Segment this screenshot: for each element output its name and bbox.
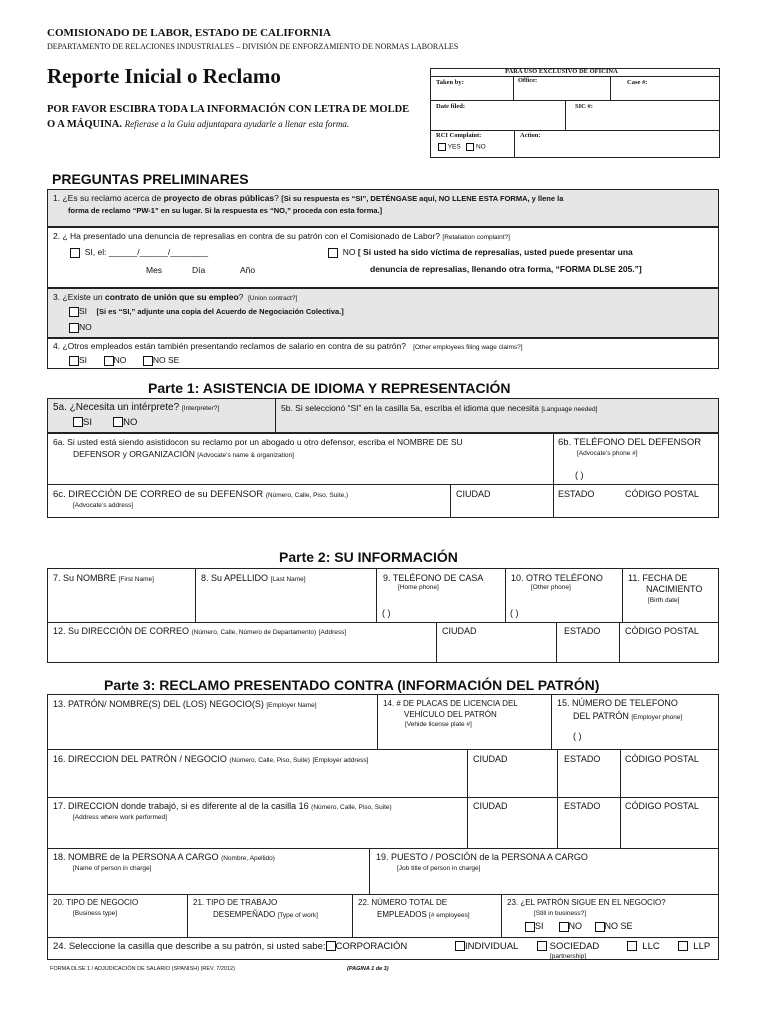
f18-label: 18. NOMBRE de la PERSONA A CARGO (Nombre, Apellido)	[53, 852, 275, 862]
f6c-label: 6c. DIRECCIÓN DE CORREO de su DEFENSOR (Número, Calle, Piso, Suite,)	[53, 489, 349, 500]
f13-label: 13. PATRÓN/ NOMBRE(S) DEL (LOS) NEGOCIO(S) [Employer Name]	[53, 699, 317, 709]
f5a-no-checkbox[interactable]	[113, 417, 123, 427]
rci-label: RCI Complaint:	[436, 132, 482, 139]
date-filed-label: Date filed:	[436, 103, 466, 110]
f21-label: 21. TIPO DE TRABAJO	[193, 898, 278, 907]
q1-text: 1. ¿Es su reclamo acerca de proyecto de obras públicas? [Si su respuesta es “SI”, DETÉNGASE aquí, NO LLENE ESTA FORMA, y llene la	[53, 193, 564, 203]
f20-en: [Business type]	[73, 910, 118, 917]
office-label: Office:	[518, 77, 538, 84]
f17-ciudad: CIUDAD	[473, 801, 508, 811]
f24-row: 24. Seleccione la casilla que describe a su patrón, si usted sabe: CORPORACIÓN	[53, 941, 408, 952]
f17-estado: ESTADO	[564, 801, 601, 811]
partnership-en: [partnership]	[550, 953, 587, 960]
f16-label: 16. DIRECCION DEL PATRÓN / NEGOCIO (Número, Calle, Piso, Suite) [Employer address]	[53, 754, 369, 764]
f9-paren: ( )	[382, 608, 391, 618]
f14-label: 14. # DE PLACAS DE LICENCIA DEL	[383, 699, 518, 708]
rci-no-label: NO	[475, 143, 486, 151]
f6b-paren: ( )	[575, 470, 584, 480]
f6b-label: 6b. TELÉFONO DEL DEFENSOR	[558, 437, 702, 448]
indiv-row: INDIVIDUAL	[455, 941, 518, 952]
f5a-label: 5a. ¿Necesita un intérprete? [Interpreter?]	[53, 402, 220, 413]
f11-label-2: NACIMIENTO	[646, 584, 703, 594]
f22-label: 22. NÚMERO TOTAL DE	[358, 898, 448, 907]
q2-dia: Día	[192, 265, 206, 275]
instructions-italic: Refierase a la Guia adjuntapara ayudarle a llenar esta forma.	[124, 119, 350, 129]
f11-label: 11. FECHA DE	[628, 573, 688, 583]
q2-note-2: denuncia de represalias, llenando otra forma, “FORMA DLSE 205.”]	[370, 264, 642, 274]
q4-no-checkbox[interactable]	[104, 356, 114, 366]
f19-label: 19. PUESTO / POSCIÓN de la PERSONA A CARGO	[376, 852, 588, 862]
q2-no-row: NO [ Si usted ha sido víctima de represalias, usted puede presentar una	[328, 247, 633, 258]
rci-yes-label: YES	[447, 143, 461, 151]
part2-title: Parte 2: SU INFORMACIÓN	[279, 549, 458, 565]
f5a-si-checkbox[interactable]	[73, 417, 83, 427]
llc-checkbox[interactable]	[627, 941, 637, 951]
f6a-label: 6a. Si usted está siendo asistidocon su reclamo por un abogado u otro defensor, escriba el NOMBRE DE SU	[53, 437, 463, 447]
footer-page: (PAGINA 1 de 3)	[347, 966, 389, 972]
f11-en: [Birth date]	[648, 597, 680, 604]
part1-title: Parte 1: ASISTENCIA DE IDIOMA Y REPRESENTACIÓN	[148, 380, 511, 396]
sic-label: SIC #:	[575, 103, 593, 110]
prelim-title: PREGUNTAS PRELIMINARES	[52, 171, 249, 187]
f23-no-checkbox[interactable]	[559, 922, 569, 932]
f9-label: 9. TELÉFONO DE CASA	[383, 573, 484, 583]
f6c-ciudad: CIUDAD	[456, 489, 491, 499]
f10-label: 10. OTRO TELÉFONO	[511, 573, 603, 583]
q2-si-row: SI, el: ______/______/________	[70, 247, 208, 258]
f12-ciudad: CIUDAD	[442, 626, 477, 636]
f10-paren: ( )	[510, 608, 519, 618]
q3-si-checkbox[interactable]	[69, 307, 79, 317]
f5b-label: 5b. Si seleccionó “SI” en la casilla 5a, escriba el idioma que necesita [Language needed]	[281, 403, 598, 413]
f14-label-2: VEHÍCULO DEL PATRÓN	[404, 710, 497, 719]
case-label: Case #:	[627, 79, 648, 86]
f6c-postal: CÓDIGO POSTAL	[625, 489, 699, 499]
page-title: Reporte Inicial o Reclamo	[47, 64, 281, 88]
f18-en: [Name of person in charge]	[73, 865, 152, 872]
q4-text: 4. ¿Otros empleados están también presentando reclamos de salario en contra de su patrón? [Other employees filing wage claims?]	[53, 341, 523, 351]
f5a-options: SI NO	[73, 417, 137, 428]
f6c-en: [Advocate’s address]	[73, 502, 134, 509]
f21-label-2: DESEMPEÑADO [Type of work]	[213, 910, 318, 919]
office-use-title: PARA USO EXCLUSIVO DE OFICINA	[505, 68, 618, 75]
f8-label: 8. Su APELLIDO [Last Name]	[201, 573, 306, 583]
f14-en: [Vehide license plate #]	[405, 721, 472, 728]
q2-si-checkbox[interactable]	[70, 248, 80, 258]
f17-label: 17. DIRECCION donde trabajó, si es diferente al de la casilla 16 (Número, Calle, Piso, Suite)	[53, 801, 392, 811]
f7-label: 7. Su NOMBRE [First Name]	[53, 573, 154, 583]
f16-postal: CÓDIGO POSTAL	[625, 754, 699, 764]
q3-si-row: SI [Si es “SI,” adjunte una copia del Acuerdo de Negociación Colectiva.]	[69, 306, 344, 317]
llc-row: LLC	[627, 941, 660, 952]
f20-label: 20. TIPO DE NEGOCIO	[53, 898, 139, 907]
f6c-estado: ESTADO	[558, 489, 595, 499]
q2-ano: Año	[240, 265, 256, 275]
indiv-checkbox[interactable]	[455, 941, 465, 951]
f16-estado: ESTADO	[564, 754, 601, 764]
q3-text: 3. ¿Existe un contrato de unión que su empleo? [Union contract?]	[53, 292, 298, 302]
corp-checkbox[interactable]	[326, 941, 336, 951]
f17-en: [Address where work performed]	[73, 814, 167, 821]
q4-nose-checkbox[interactable]	[143, 356, 153, 366]
f12-estado: ESTADO	[564, 626, 601, 636]
f15-label: 15. NÚMERO DE TELEFONO	[557, 698, 678, 708]
instructions-bold: POR FAVOR ESCIBRA TODA LA INFORMACIÓN CON LETRA DE MOLDE O A MÁQUINA.	[47, 104, 410, 130]
instructions	[47, 102, 417, 132]
f12-postal: CÓDIGO POSTAL	[625, 626, 699, 636]
llp-row: LLP	[678, 941, 710, 952]
f16-ciudad: CIUDAD	[473, 754, 508, 764]
f9-en: [Home phone]	[398, 584, 439, 591]
agency-name: COMISIONADO DE LABOR, ESTADO DE CALIFORNIA	[47, 27, 331, 39]
footer-form: FORMA DLSE 1 / ADJUDICACIÓN DE SALARIO (SPANISH) (REV. 7/2012)	[50, 966, 235, 972]
action-label: Action:	[520, 132, 541, 139]
q2-no-checkbox[interactable]	[328, 248, 338, 258]
rci-yes-checkbox[interactable]	[438, 143, 446, 151]
rci-no-checkbox[interactable]	[466, 143, 474, 151]
f23-si-checkbox[interactable]	[525, 922, 535, 932]
q3-no-checkbox[interactable]	[69, 323, 79, 333]
f23-label: 23. ¿EL PATRÓN SIGUE EN EL NEGOCIO?	[507, 898, 666, 907]
department-name: DEPARTAMENTO DE RELACIONES INDUSTRIALES – DIVISIÓN DE ENFORZAMIENTO DE NORMAS LABORALES	[47, 42, 459, 51]
f23-nose-checkbox[interactable]	[595, 922, 605, 932]
f6b-en: [Advocate’s phone #]	[577, 450, 638, 457]
q2-mes: Mes	[146, 265, 163, 275]
f6a-label-2: DEFENSOR y ORGANIZACIÓN [Advocate’s name & organization]	[73, 449, 294, 459]
f15-label-2: DEL PATRÓN [Employer phone]	[573, 711, 683, 721]
f19-en: [Job title of person in charge]	[397, 865, 481, 872]
q1-text-2: forma de reclamo “PW-1” en su lugar. Si la respuesta es “NO,” proceda con esta forma.]	[68, 206, 383, 215]
f10-en: [Other phone]	[531, 584, 571, 591]
f12-label: 12. Su DIRECCIÓN DE CORREO (Número, Calle, Número de Departamento) [Address]	[53, 626, 347, 636]
llp-checkbox[interactable]	[678, 941, 688, 951]
taken-by-label: Taken by:	[436, 79, 464, 86]
f17-postal: CÓDIGO POSTAL	[625, 801, 699, 811]
sociedad-row: SOCIEDAD	[537, 941, 599, 952]
f23-en: [Still in business?]	[534, 910, 587, 917]
q3-no-row: NO	[69, 322, 92, 333]
f15-paren: ( )	[573, 731, 582, 741]
part3-title: Parte 3: RECLAMO PRESENTADO CONTRA (INFORMACIÓN DEL PATRÓN)	[104, 677, 600, 693]
q4-si-checkbox[interactable]	[69, 356, 79, 366]
f23-options: SI NO NO SE	[525, 921, 633, 932]
q2-text: 2. ¿ Ha presentado una denuncia de represalias en contra de su patrón con el Comisionado de Labor? [Retaliation complaint?]	[53, 231, 510, 241]
f22-label-2: EMPLEADOS [# employees]	[377, 910, 470, 919]
q4-options: SI NO NO SE	[69, 355, 179, 366]
sociedad-checkbox[interactable]	[537, 941, 547, 951]
